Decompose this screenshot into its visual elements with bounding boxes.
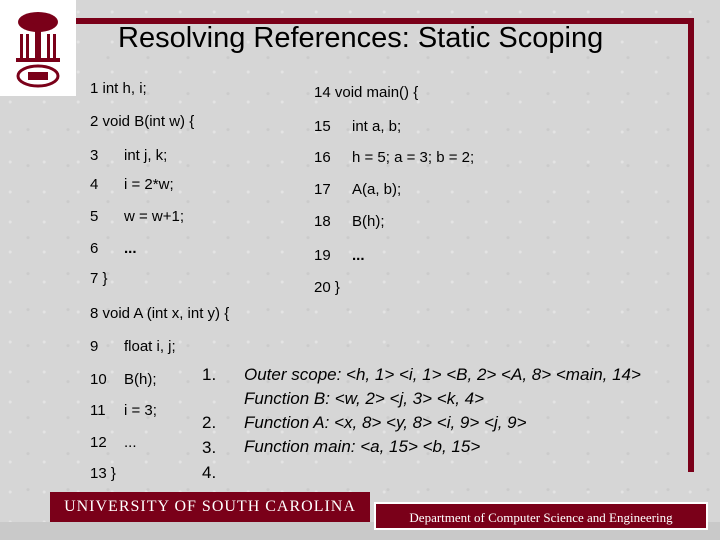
code-line: 10 B(h); [90,371,157,388]
code-line: 8 void A (int x, int y) { [90,305,230,322]
code-line: 2 void B(int w) { [90,113,195,130]
code-line: 16 h = 5; a = 3; b = 2; [314,149,475,166]
code-line: 3 int j, k; [90,147,168,164]
university-banner: UNIVERSITY OF SOUTH CAROLINA [50,492,370,522]
code-line: 11 i = 3; [90,402,157,419]
scope-item-main: Function main: <a, 15> <b, 15> [244,437,481,456]
list-number: 1. [202,365,217,384]
scope-item-a: Function A: <x, 8> <y, 8> <i, 9> <j, 9> [244,413,527,432]
list-number: 3. [202,438,217,457]
code-line: 13 } [90,465,116,482]
code-line: 7 } [90,270,108,287]
code-line: 14 void main() { [314,84,419,101]
slide-title: Resolving References: Static Scoping [118,22,604,54]
code-line: 15 int a, b; [314,118,402,135]
scope-item-outer: Outer scope: <h, 1> <i, 1> <B, 2> <A, 8> <main, 14> [244,365,641,384]
palmetto-tree-seal-icon [6,6,70,90]
list-number: 2. [202,413,217,432]
code-line: 1 int h, i; [90,80,147,97]
department-banner: Department of Computer Science and Engineering [374,502,708,530]
university-logo [0,0,76,96]
code-line: 5 w = w+1; [90,208,185,225]
code-line: 19 ... [314,247,365,264]
code-line: 6 ... [90,240,137,257]
code-line: 20 } [314,279,340,296]
code-line: 12 ... [90,434,137,451]
scope-item-b: Function B: <w, 2> <j, 3> <k, 4> [244,389,485,408]
list-number: 4. [202,463,217,482]
code-line: 18 B(h); [314,213,385,230]
code-line: 4 i = 2*w; [90,176,174,193]
code-line: 9 float i, j; [90,338,176,355]
scope-list [244,363,684,459]
code-line: 17 A(a, b); [314,181,402,198]
